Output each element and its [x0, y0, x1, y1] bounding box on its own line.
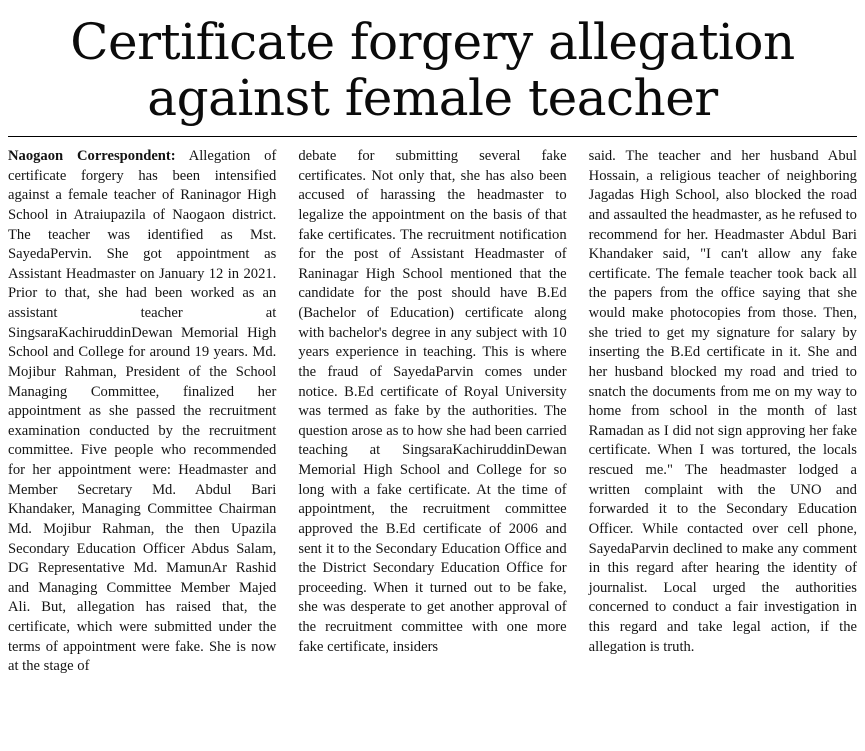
article-body	[0, 147, 865, 677]
newspaper-article-page	[0, 14, 865, 751]
column-2-paragraph: debate for submitting several fake certificates. Not only that, she has also been accused of harassing the headmaster to legalize the appointment on the basis of that fake certificates. The recruitment notification for the post of Assistant Headmaster of Raninagar High School mentioned that the candidate for the post should have B.Ed (Bachelor of Education) certificate along with bachelor's degree in any subject with 10 years experience in teaching. This is where the fraud of SayedaParvin comes under notice. B.Ed certificate of Royal University was termed as fake by the authorities. The question arose as to how she had been carried teaching at SingsaraKachiruddinDewan Memorial High School and College for so long with a fake certificate. At the time of appointment, the recruitment committee approved the B.Ed certificate of 2006 and sent it to the Secondary Education Office and the District Secondary Education Office for proceeding. When it turned out to be fake, she was desperate to get another approval of the recruitment committee with one more fake certificate, insiders	[298, 148, 567, 655]
page-title	[18, 14, 847, 126]
article-column-3	[589, 147, 857, 677]
article-column-2	[298, 147, 566, 677]
byline: Naogaon Correspondent:	[8, 148, 176, 164]
headline-line-1: Certificate forgery allegation	[70, 13, 795, 71]
article-column-1	[8, 147, 276, 677]
headline-line-2: against female teacher	[147, 69, 718, 127]
headline-divider	[8, 136, 857, 137]
column-3-paragraph: said. The teacher and her husband Abul Hossain, a religious teacher of neighboring Jagadas High School, also blocked the road and assaulted the headmaster, as he refused to recommend for her. Headmaster Abdul Bari Khandaker said, "I can't allow any fake certificate. The female teacher took back all the papers from the office saying that she would make photocopies from those. Then, she tried to get my signature for salary by inserting the B.Ed certificate in it. She and her husband blocked my road and tried to snatch the documents from me on my way to home from school in the month of last Ramadan as I did not sign approving her fake certificate. When I was tortured, the locals rescued me." The headmaster lodged a written complaint with the UNO and forwarded it to the Secondary Education Officer. While contacted over cell phone, SayedaParvin declined to make any comment in this regard after hearing the identity of journalist. Local urged the authorities concerned to conduct a fair investigation in this regard and take legal action, if the allegation is truth.	[588, 148, 857, 655]
column-1-paragraph	[8, 147, 276, 677]
column-1-text: Allegation of certificate forgery has been intensified against a female teacher of Raninagor High School in Atraiupazila of Naogaon district. The teacher was identified as Mst. SayedaPervin. She got appointment as Assistant Headmaster on January 12 in 2021. Prior to that, she had been worked as an assistant teacher at SingsaraKachiruddinDewan Memorial High School and College for around 19 years. Md. Mojibur Rahman, President of the School Managing Committee, finalized her appointment as she passed the recruitment examination conducted by the recruitment committee. Five people who recommended for her appointment were: Headmaster and Member Secretary Md. Abdul Bari Khandaker, Managing Committee Chairman Md. Mojibur Rahman, the then Upazila Secondary Education Officer Abdus Salam, DG Representative Md. MamunAr Rashid and Managing Committee Member Majed Ali. But, allegation has raised that, the certificate, which were submitted under the terms of appointment were fake. She is now at the stage of	[8, 148, 277, 675]
